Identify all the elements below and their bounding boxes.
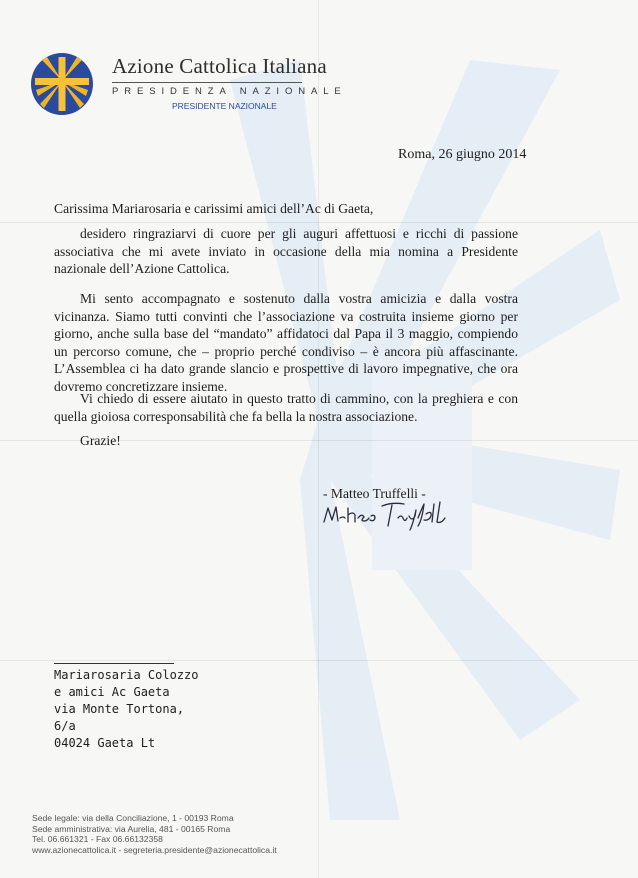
paragraph-text: Mi sento accompagnato e sostenuto dalla vostra amicizia e dalla vostra vicinanza. Siamo tutti convinti che l’associazione va costruita insieme giorno per giorno, anche sulla base del “mandato” affidatoci dal Papa il 3 maggio, compiendo un percorso comune, che – proprio perché condiviso – è ancora più affascinante. L’Assemblea ci ha dato grande slancio e prospettive di lavoro impegnative, che ora dovremo concretizzare insieme. — [54, 291, 518, 394]
address-line: 6/a — [54, 719, 76, 733]
address-line: 04024 Gaeta Lt — [54, 736, 156, 750]
paragraph — [54, 225, 518, 278]
recipient-address — [54, 667, 199, 752]
letter-date: Roma, 26 giugno 2014 — [398, 147, 527, 162]
office-subtitle: PRESIDENTE NAZIONALE — [172, 101, 277, 111]
paragraph-text: desidero ringraziarvi di cuore per gli auguri affettuosi e ricchi di passione associativa che mi avete inviato in occasione della mia nomina a Presidente nazionale dell’Azione Cattolica. — [54, 226, 518, 276]
paper-fold-horizontal — [0, 222, 638, 223]
handwritten-signature-icon — [318, 496, 458, 536]
paragraph — [54, 290, 518, 395]
organization-name: Azione Cattolica Italiana — [112, 54, 327, 78]
signer-name: - Matteo Truffelli - — [323, 486, 426, 501]
azione-cattolica-logo-icon — [30, 52, 94, 116]
paragraph — [54, 390, 518, 425]
office-title: PRESIDENZA NAZIONALE — [112, 86, 347, 97]
footer-line: Sede legale: via della Conciliazione, 1 - 00193 Roma — [32, 813, 234, 823]
address-line: e amici Ac Gaeta — [54, 685, 170, 699]
address-line: Mariarosaria Colozzo — [54, 668, 199, 682]
paper-fold-vertical — [318, 0, 319, 878]
footer-line: Sede amministrativa: via Aurelia, 481 - 00165 Roma — [32, 823, 231, 834]
address-line: via Monte Tortona, — [54, 702, 185, 716]
letterhead-footer — [32, 813, 277, 855]
paragraph-text: Vi chiedo di essere aiutato in questo tratto di cammino, con la preghiera e con quella gioiosa corresponsabilità che fa bella la nostra associazione. — [54, 391, 518, 424]
paper-fold-horizontal — [0, 660, 638, 661]
footer-line: Tel. 06.661321 - Fax 06.66132358 — [32, 834, 163, 845]
closing: Grazie! — [80, 433, 121, 448]
salutation: Carissima Mariarosaria e carissimi amici dell’Ac di Gaeta, — [54, 201, 374, 216]
letterhead-divider — [112, 82, 302, 83]
address-divider — [54, 663, 174, 664]
footer-line: www.azionecattolica.it - segreteria.presidente@azionecattolica.it — [32, 844, 277, 855]
